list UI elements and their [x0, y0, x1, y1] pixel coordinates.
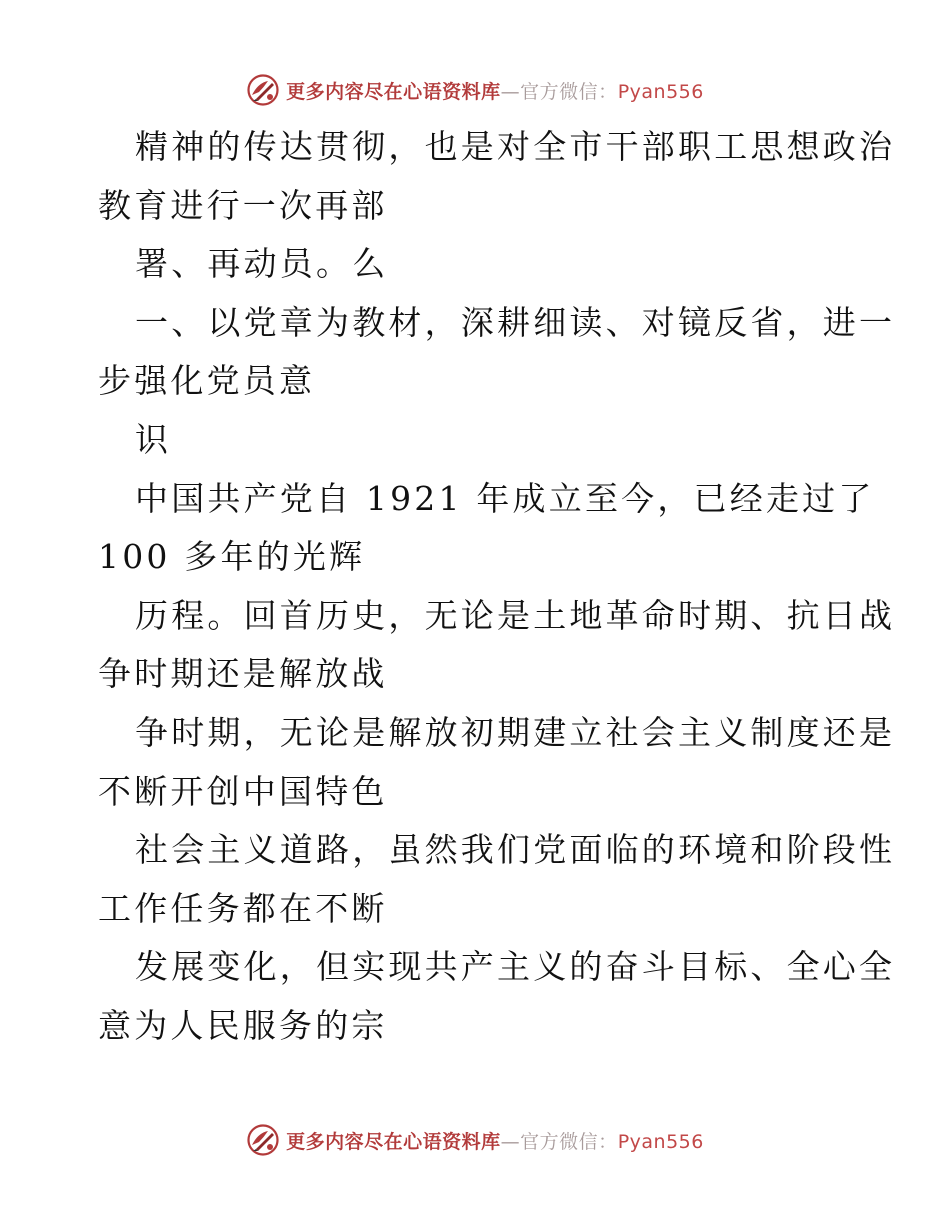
red-pen-logo-icon [246, 1123, 280, 1157]
text-line: 署、再动员。么 [135, 244, 389, 284]
banner-title: 更多内容尽在心语资料库 [286, 1130, 501, 1153]
text-line: 100 多年的光辉 [98, 537, 366, 577]
banner-wechat-label: 官方微信： [520, 80, 618, 103]
banner-wechat-label: 官方微信： [520, 1130, 618, 1153]
text-line: 工作任务都在不断 [98, 888, 388, 928]
banner-text [286, 77, 704, 104]
banner-content [246, 73, 704, 107]
banner-title: 更多内容尽在心语资料库 [286, 80, 501, 103]
banner-separator: — [500, 80, 521, 103]
section-heading-line: 一、以党章为教材，深耕细读、对镜反省，进一 [135, 302, 896, 342]
text-line: 社会主义道路，虽然我们党面临的环境和阶段性 [135, 830, 896, 870]
text-line: 争时期，无论是解放初期建立社会主义制度还是 [135, 712, 896, 752]
banner-content [246, 1123, 704, 1157]
text-line: 历程。回首历史，无论是土地革命时期、抗日战 [135, 595, 896, 635]
section-heading-line: 步强化党员意 [98, 361, 316, 401]
red-pen-logo-icon [246, 73, 280, 107]
banner-wechat-id: Pyan556 [617, 80, 704, 103]
text-line: 争时期还是解放战 [98, 654, 388, 694]
section-heading-line: 识 [135, 419, 172, 459]
footer-banner [0, 1120, 950, 1160]
text-line: 意为人民服务的宗 [98, 1005, 388, 1045]
banner-wechat-id: Pyan556 [617, 1130, 704, 1153]
document-body [98, 118, 896, 1056]
header-banner [0, 70, 950, 110]
text-line: 中国共产党自 1921 年成立至今，已经走过了 [135, 478, 875, 518]
banner-separator: — [500, 1130, 521, 1153]
text-line: 精神的传达贯彻，也是对全市干部职工思想政治 [135, 127, 896, 166]
text-line: 不断开创中国特色 [98, 771, 388, 811]
text-line: 教育进行一次再部 [98, 185, 388, 225]
text-line: 发展变化，但实现共产主义的奋斗目标、全心全 [135, 947, 896, 987]
banner-text [286, 1127, 704, 1154]
